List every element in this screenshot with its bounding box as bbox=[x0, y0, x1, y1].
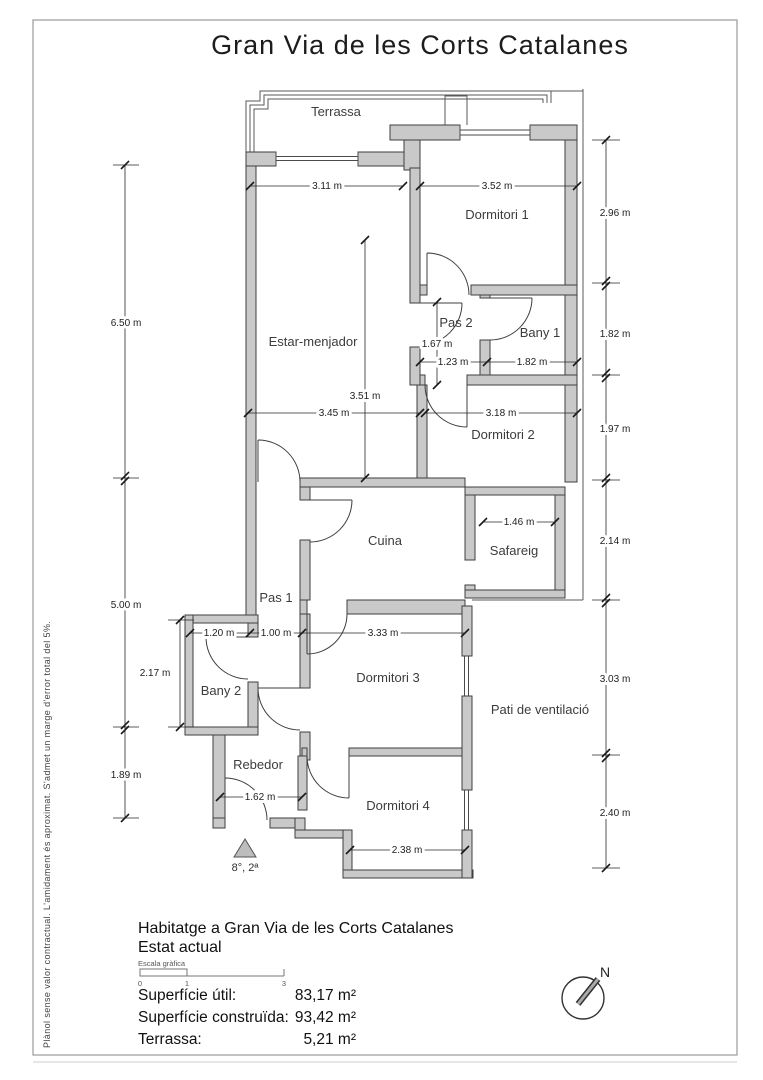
dim-estar-depth: 3.51 m bbox=[349, 391, 381, 402]
room-label-bany1: Bany 1 bbox=[519, 325, 561, 340]
compass bbox=[562, 964, 610, 1019]
dim-pas2-width: 1.23 m bbox=[437, 357, 469, 368]
scale-caption: Escala gràfica bbox=[138, 959, 186, 968]
room-label-dormitori3: Dormitori 3 bbox=[356, 670, 420, 685]
dim-pas1-width: 1.00 m bbox=[260, 628, 292, 639]
room-label-pati-ventilacio: Pati de ventilació bbox=[490, 702, 590, 717]
dimension-lines bbox=[110, 136, 620, 872]
dim-left-650: 6.50 m bbox=[110, 318, 142, 329]
room-label-safareig: Safareig bbox=[489, 543, 539, 558]
area-terrassa-value: 5,21 m² bbox=[303, 1031, 356, 1048]
scale-bar bbox=[138, 969, 286, 988]
dim-safareig-width: 1.46 m bbox=[503, 517, 535, 528]
room-label-dormitori1: Dormitori 1 bbox=[465, 207, 529, 222]
dim-right-197: 1.97 m bbox=[599, 424, 631, 435]
dim-right-303: 3.03 m bbox=[599, 674, 631, 685]
room-label-cuina: Cuina bbox=[368, 533, 402, 548]
area-util-label: Superfície útil: bbox=[138, 987, 237, 1004]
dim-bany1-width: 1.82 m bbox=[516, 357, 548, 368]
dim-left-500: 5.00 m bbox=[110, 600, 142, 611]
dim-dorm1-width: 3.52 m bbox=[481, 181, 513, 192]
area-table bbox=[138, 987, 356, 1048]
dim-left-189: 1.89 m bbox=[110, 770, 142, 781]
room-label-pas1: Pas 1 bbox=[259, 590, 293, 605]
dim-right-182: 1.82 m bbox=[599, 329, 631, 340]
scale-tick-0: 0 bbox=[137, 979, 143, 988]
area-construida-label: Superfície construïda: bbox=[138, 1009, 289, 1026]
scale-tick-3: 3 bbox=[281, 979, 287, 988]
dim-pas2-length: 1.67 m bbox=[421, 339, 453, 350]
room-label-terrassa: Terrassa bbox=[311, 104, 361, 119]
dim-left-217: 2.17 m bbox=[139, 668, 171, 679]
compass-north-label: N bbox=[600, 964, 611, 980]
room-label-dormitori4: Dormitori 4 bbox=[366, 798, 430, 813]
dim-dorm3-width: 3.33 m bbox=[367, 628, 399, 639]
room-label-dormitori2: Dormitori 2 bbox=[471, 427, 535, 442]
unit-label: 8°, 2ª bbox=[231, 862, 259, 874]
area-terrassa-label: Terrassa: bbox=[138, 1031, 202, 1048]
room-label-pas2: Pas 2 bbox=[439, 315, 473, 330]
dim-right-240: 2.40 m bbox=[599, 808, 631, 819]
room-label-rebedor: Rebedor bbox=[233, 757, 283, 772]
dim-right-296: 2.96 m bbox=[599, 208, 631, 219]
area-util-value: 83,17 m² bbox=[294, 987, 356, 1004]
disclaimer-note: Plànol sense valor contractual. L'amidament és aproximat. S'admet un marge d'error total del 5%. bbox=[42, 620, 52, 1048]
dim-dorm2-width: 3.18 m bbox=[485, 408, 517, 419]
unit-marker bbox=[232, 839, 260, 874]
area-construida-value: 93,42 m² bbox=[294, 1009, 356, 1026]
dim-rebedor-width: 1.62 m bbox=[244, 792, 276, 803]
scale-tick-1: 1 bbox=[184, 979, 190, 988]
dim-right-214: 2.14 m bbox=[599, 536, 631, 547]
page-title: Gran Via de les Corts Catalanes bbox=[211, 30, 629, 60]
project-state: Estat actual bbox=[138, 939, 222, 956]
project-title: Habitatge a Gran Via de les Corts Catalanes bbox=[138, 920, 454, 937]
room-labels bbox=[201, 104, 589, 813]
footer bbox=[138, 920, 610, 1048]
dim-estar-width: 3.11 m bbox=[312, 181, 342, 192]
dim-bany2-width: 1.20 m bbox=[203, 628, 235, 639]
dim-estar-lower-width: 3.45 m bbox=[318, 408, 350, 419]
room-label-bany2: Bany 2 bbox=[200, 683, 242, 698]
dim-dorm4-width: 2.38 m bbox=[391, 845, 423, 856]
unit-triangle-icon bbox=[234, 839, 256, 857]
room-label-estar-menjador: Estar-menjador bbox=[268, 334, 358, 349]
